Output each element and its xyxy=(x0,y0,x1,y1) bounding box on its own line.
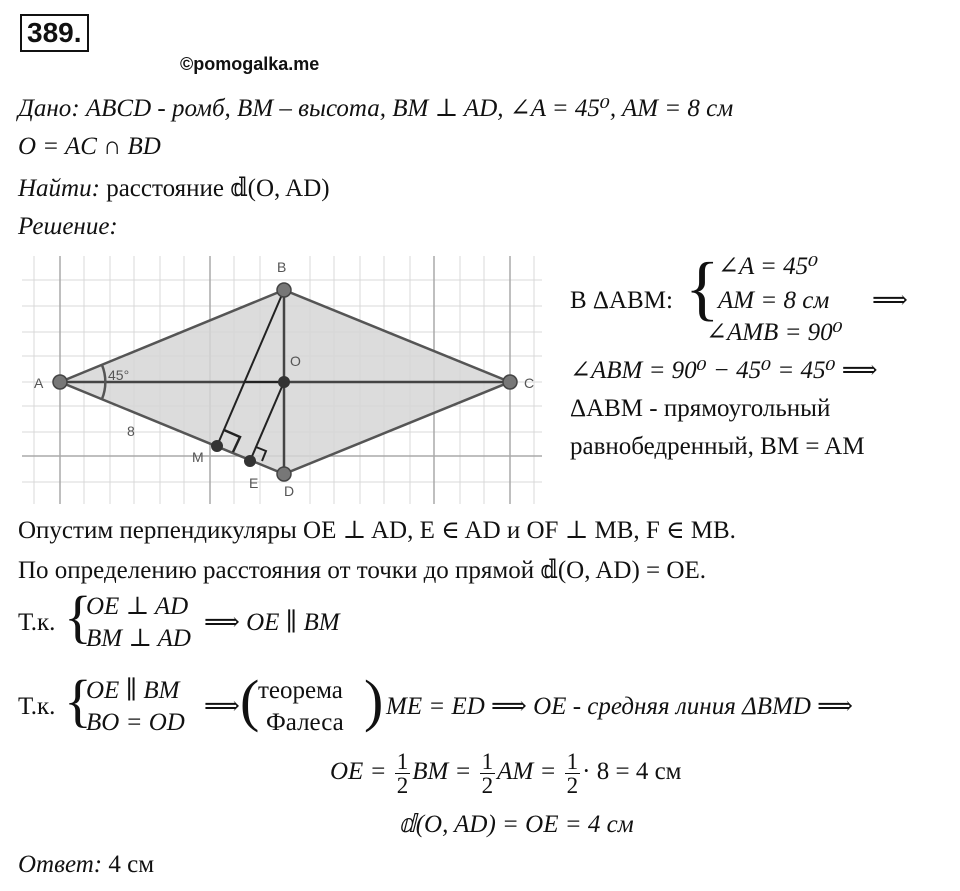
calc-oe: OE = xyxy=(330,758,387,785)
label-c: C xyxy=(524,375,535,391)
abm-sys-1: ∠A = 45⁰ xyxy=(718,253,819,280)
thales-1: теорема xyxy=(258,677,343,704)
given-text: : ABCD - ромб, BM – высота, BM ⊥ AD, ∠A = 45⁰, AM = 8 см xyxy=(71,95,734,122)
calc-bm: BM = xyxy=(412,758,472,785)
label-a: A xyxy=(34,375,44,391)
tk2-result: ME = ED ⟹ OE - средняя линия ΔBMD ⟹ xyxy=(386,693,853,720)
point-b xyxy=(277,283,291,297)
watermark: ©pomogalka.me xyxy=(180,54,320,74)
answer-line xyxy=(18,848,154,882)
tk1-result: ⟹ OE ∥ BM xyxy=(204,609,340,636)
answer-value: 4 см xyxy=(102,851,155,878)
fraction-half-3 xyxy=(565,750,581,797)
triangle-type-1: ΔABM - прямоугольный xyxy=(570,395,831,422)
tk1-sys-2: BM ⊥ AD xyxy=(86,625,191,652)
label-d: D xyxy=(284,483,295,499)
triangle-type-2: равнобедренный, BM = AM xyxy=(570,433,865,460)
label-o: O xyxy=(290,353,301,369)
rhombus-figure xyxy=(22,256,542,504)
fraction-half-2 xyxy=(480,750,496,797)
find-line xyxy=(18,172,330,206)
frac-den: 2 xyxy=(481,772,494,798)
implies-arrow: ⟹ xyxy=(872,287,908,314)
given-line xyxy=(18,92,733,126)
label-m: M xyxy=(192,449,204,465)
point-d xyxy=(277,467,291,481)
tk2-sys-1: OE ∥ BM xyxy=(86,677,180,704)
label-side-am: 8 xyxy=(127,423,135,439)
abm-prefix: В ΔABM: xyxy=(570,287,673,314)
tk1-brace: { xyxy=(64,584,92,649)
frac-den: 2 xyxy=(396,772,409,798)
final-line: 𝕕(O, AD) = OE = 4 см xyxy=(398,811,634,838)
tk2-arrow: ⟹ xyxy=(204,693,240,720)
label-angle: 45° xyxy=(108,367,130,383)
thales-paren-open: ( xyxy=(240,668,260,733)
calc-am: AM = xyxy=(497,758,557,785)
rhombus-diagram xyxy=(22,256,542,504)
frac-num: 1 xyxy=(396,748,409,774)
label-b: B xyxy=(277,259,287,275)
frac-num: 1 xyxy=(481,748,494,774)
abm-sys-3: ∠AMB = 90⁰ xyxy=(706,319,843,346)
perp-line: Опустим перпендикуляры OE ⊥ AD, E ∈ AD и OF ⊥ MB, F ∈ MB. xyxy=(18,517,736,544)
label-e: E xyxy=(249,475,259,491)
answer-label: Ответ: xyxy=(18,851,103,878)
system-brace: { xyxy=(685,248,720,328)
frac-num: 1 xyxy=(566,748,579,774)
point-m xyxy=(211,440,223,452)
tk2-sys-2: BO = OD xyxy=(86,709,185,736)
find-text: расстояние 𝕕(O, AD) xyxy=(99,175,330,202)
calc-tail: · 8 = 4 см xyxy=(582,758,682,785)
thales-2: Фалеса xyxy=(266,709,344,736)
point-a xyxy=(53,375,67,389)
frac-den: 2 xyxy=(566,772,579,798)
point-e xyxy=(244,455,256,467)
thales-paren-close: ) xyxy=(364,668,384,733)
point-c xyxy=(503,375,517,389)
fraction-half-1 xyxy=(395,750,411,797)
calculation-line xyxy=(330,742,681,802)
tk1-prefix: Т.к. xyxy=(18,609,56,636)
given-label: Дано xyxy=(18,95,72,122)
definition-line: По определению расстояния от точки до прямой 𝕕(O, AD) = OE. xyxy=(18,557,706,584)
point-o xyxy=(278,376,290,388)
tk2-brace: { xyxy=(64,668,92,733)
abm-sys-2: AM = 8 см xyxy=(718,287,830,314)
find-label: Найти: xyxy=(18,175,100,202)
solution-label: Решение: xyxy=(18,213,118,240)
angle-abm-line: ∠ABM = 90⁰ − 45⁰ = 45⁰ ⟹ xyxy=(570,357,878,384)
tk2-prefix: Т.к. xyxy=(18,693,56,720)
given-line-2: O = AC ∩ BD xyxy=(18,133,161,160)
tk1-sys-1: OE ⊥ AD xyxy=(86,593,189,620)
problem-number: 389. xyxy=(20,14,89,52)
